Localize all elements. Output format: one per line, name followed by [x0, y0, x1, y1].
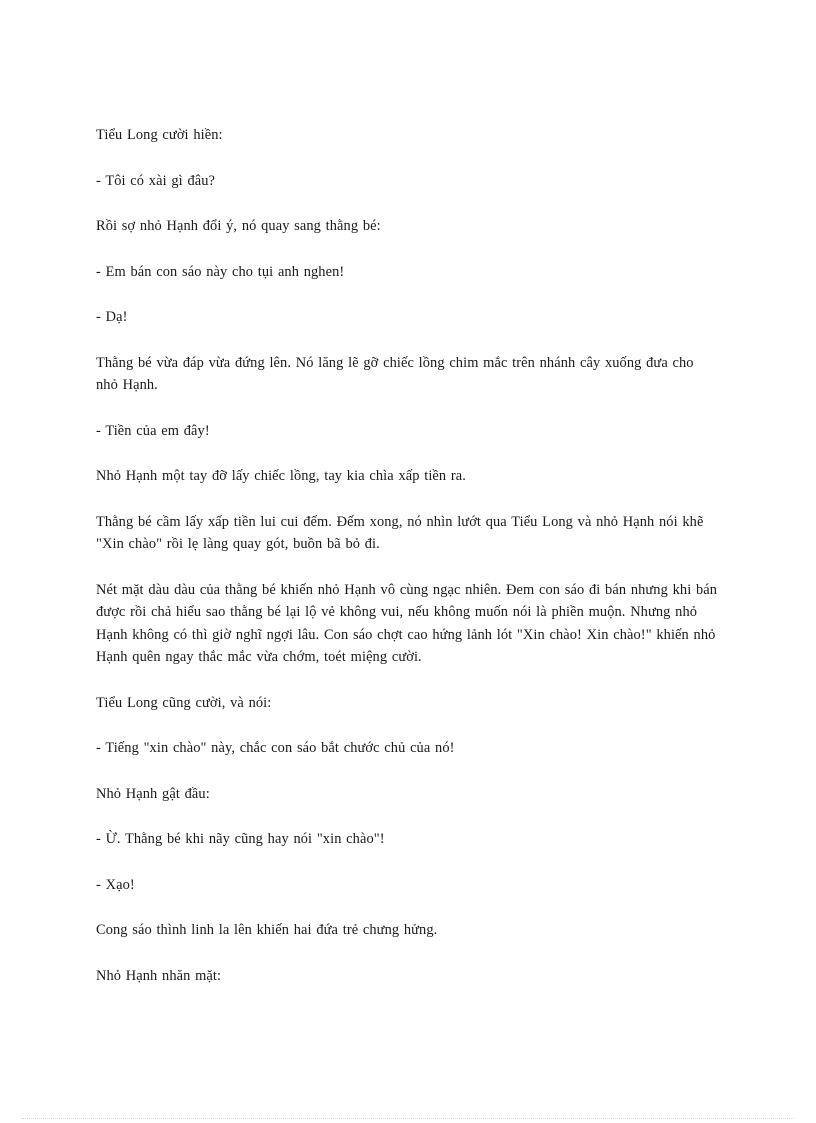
paragraph: Cong sáo thình linh la lên khiến hai đứa trẻ chưng hửng. [96, 922, 438, 938]
paragraph: Rồi sợ nhỏ Hạnh đổi ý, nó quay sang thằng bé: [96, 218, 381, 234]
paragraph: - Em bán con sáo này cho tụi anh nghen! [96, 263, 345, 280]
paragraph: Tiểu Long cười hiền: [96, 127, 223, 143]
paragraph: - Xạo! [96, 876, 135, 893]
paragraph: - Ừ. Thằng bé khi nãy cũng hay nói "xin chào"! [96, 831, 385, 847]
paragraph: Thằng bé cầm lấy xấp tiền lui cui đếm. Đếm xong, nó nhìn lướt qua Tiểu Long và nhỏ Hạnh nói khẽ "Xin chào" rồi lẹ làng quay gót, buồn bã bỏ đi. [96, 513, 704, 552]
paragraph: Thằng bé vừa đáp vừa đứng lên. Nó lăng lẽ gỡ chiếc lồng chim mắc trên nhánh cây xuống đưa cho nhỏ Hạnh. [96, 354, 694, 393]
paragraph: - Tiền của em đây! [96, 422, 210, 439]
paragraph: Nét mặt dàu dàu của thằng bé khiến nhỏ Hạnh vô cùng ngạc nhiên. Đem con sáo đi bán nhưng khi bán được rồi chả hiểu sao thằng bé lại lộ vẻ không vui, nếu không muốn nói là phiền muộn. Nhưng nhỏ Hạnh không có thì giờ nghĩ ngợi lâu. Con sáo chợt cao hứng lảnh lót "Xin chào! Xin chào!" khiến nhỏ Hạnh quên ngay thắc mắc vừa chớm, toét miệng cười. [96, 581, 718, 665]
document-body [96, 124, 720, 1010]
paragraph: Nhỏ Hạnh gật đầu: [96, 785, 210, 802]
paragraph: Tiểu Long cũng cười, và nói: [96, 694, 272, 711]
paragraph: Nhỏ Hạnh nhăn mặt: [96, 967, 222, 984]
page-bottom-divider [22, 1118, 794, 1119]
paragraph: - Dạ! [96, 309, 128, 325]
paragraph: - Tiếng "xin chào" này, chắc con sáo bắt chước chủ của nó! [96, 740, 455, 756]
paragraph: - Tôi có xài gì đâu? [96, 172, 216, 189]
paragraph: Nhỏ Hạnh một tay đỡ lấy chiếc lồng, tay kia chìa xấp tiền ra. [96, 468, 466, 484]
